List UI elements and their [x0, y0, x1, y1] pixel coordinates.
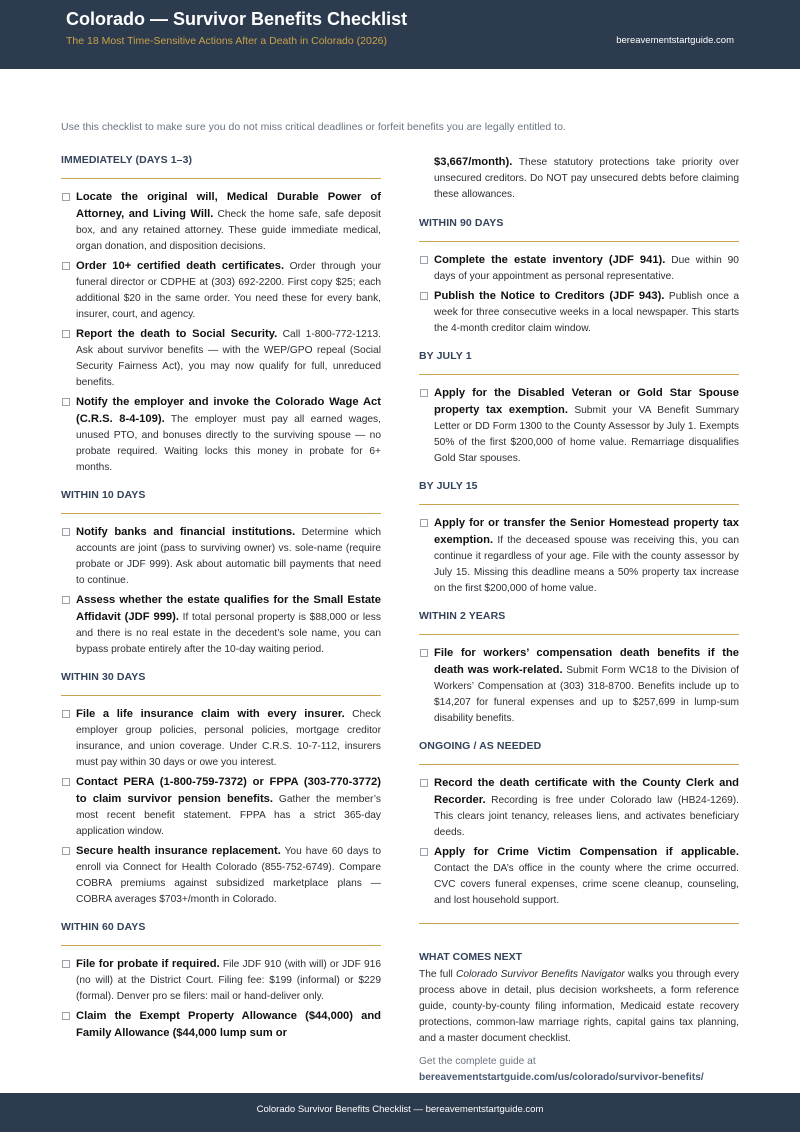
section-heading: BY JULY 1 [419, 350, 739, 375]
section-within-30-days [61, 671, 381, 908]
checklist-item [61, 326, 381, 391]
checklist-item-text: If the deceased spouse was receiving this, you can continue it regardless of your age. File with the county assessor by July 15. Missing this deadline means a 50% property tax increase on the first $200,000 of home value. [434, 535, 739, 594]
checkbox-icon[interactable] [420, 649, 428, 657]
checklist-item-text: You have 60 days to enroll via Connect for Health Colorado (855-752-6749). Compare COBRA premiums against subsidized marketplace plans — COBRA averages $703+/month in Colorado. [76, 846, 381, 905]
checklist-item-text: Gather the member’s most recent benefit statement. FPPA has a strict 365-day application window. [76, 794, 381, 837]
get-guide-label: Get the complete guide at [419, 1056, 536, 1067]
page-title: Colorado — Survivor Benefits Checklist [66, 9, 408, 29]
next-body-suffix: walks you through every process above in detail, plus decision worksheets, a form reference guide, county-by-county filing information, Medicaid estate recovery protections, common-law marriage rights, capital gains tax planning, and a master document checklist. [419, 969, 740, 1044]
checklist-item-title: Locate the original will, Medical Durable Power of Attorney, and Living Will. [76, 191, 381, 220]
checkbox-icon[interactable] [420, 256, 428, 264]
checklist-item-text: Contact the DA’s office in the county where the crime occurred. CVC covers funeral expenses, crime scene cleanup, counseling, and lost household support. [434, 863, 739, 906]
checkbox-icon[interactable] [62, 528, 70, 536]
checklist-item-title: Record the death certificate with the County Clerk and Recorder. [434, 777, 739, 806]
left-column [61, 154, 381, 1055]
section-heading: WITHIN 10 DAYS [61, 489, 381, 514]
checkbox-icon[interactable] [62, 596, 70, 604]
checklist-item-title: Contact PERA (1-800-759-7372) or FPPA (303-770-3772) to claim survivor pension benefits. [76, 776, 381, 805]
next-body-prefix: The full [419, 969, 457, 980]
section-within-90-days [419, 217, 739, 337]
section-heading: WITHIN 2 YEARS [419, 610, 739, 635]
checkbox-icon[interactable] [62, 398, 70, 406]
checkbox-icon[interactable] [62, 262, 70, 270]
checklist-item [419, 775, 739, 841]
checklist-item-title: Apply for or transfer the Senior Homestead property tax exemption. [434, 517, 739, 546]
checklist-item-title: Report the death to Social Security. [76, 328, 278, 340]
checkbox-icon[interactable] [62, 193, 70, 201]
checklist-item [419, 252, 739, 285]
checklist-item [61, 843, 381, 908]
checklist-item-text: Submit your VA Benefit Summary Letter or DD Form 1300 to the County Assessor by July 1. Exempts 50% of the first $200,000 of home value. Remarriage disqualifies Gold Star spouses. [434, 405, 739, 464]
checklist-item-title: Apply for the Disabled Veteran or Gold Star Spouse property tax exemption. [434, 387, 739, 416]
continued-item-title: $3,667/month). [434, 156, 513, 168]
checklist-item [61, 524, 381, 589]
section-within-60-days [61, 921, 381, 1042]
checklist-item [61, 774, 381, 840]
continued-item [419, 154, 739, 203]
checklist-item [419, 385, 739, 467]
section-ongoing [419, 740, 739, 909]
checklist-item-text: Recording is free under Colorado law (HB24-1269). This clears joint tenancy, releases liens, and activates beneficiary deeds. [434, 795, 739, 838]
page-footer: Colorado Survivor Benefits Checklist — bereavementstartguide.com [0, 1093, 800, 1132]
checklist-item [61, 189, 381, 255]
checklist-item-title: Claim the Exempt Property Allowance ($44,000) and Family Allowance ($44,000 lump sum or [76, 1010, 381, 1039]
header-site-link[interactable]: bereavementstartguide.com [616, 35, 734, 46]
checklist-item-text: Submit Form WC18 to the Division of Workers’ Compensation at (303) 318-8700. Benefits include up to $14,207 for funeral expenses and up to $257,699 in lump-sum disability benefits. [434, 665, 739, 724]
next-heading: WHAT COMES NEXT [419, 951, 523, 963]
right-column [419, 154, 739, 1086]
section-heading: ONGOING / AS NEEDED [419, 740, 739, 765]
checkbox-icon[interactable] [62, 960, 70, 968]
checkbox-icon[interactable] [420, 292, 428, 300]
checklist-item-title: Complete the estate inventory (JDF 941). [434, 254, 666, 266]
continued-item-text: These statutory protections take priority over unsecured creditors. Do NOT pay unsecured debts before claiming these allowances. [434, 157, 739, 200]
section-heading: WITHIN 30 DAYS [61, 671, 381, 696]
checklist-item-text: Check employer group policies, personal policies, mortgage creditor insurance, and union coverage. Under C.R.S. 10-7-112, insurers must pay within 30 days or owe you interest. [76, 709, 381, 768]
section-immediately [61, 154, 381, 476]
checklist-item [61, 394, 381, 476]
section-by-july-15 [419, 480, 739, 597]
section-within-10-days [61, 489, 381, 658]
checklist-item [419, 645, 739, 727]
section-within-2-years [419, 610, 739, 727]
checklist-item-text: File JDF 910 (with will) or JDF 916 (no will) at the District Court. Filing fee: $199 (informal) or $229 (formal). Denver pro se filers: mail or hand-deliver only. [76, 959, 381, 1002]
checklist-item-title: Apply for Crime Victim Compensation if applicable. [434, 846, 739, 858]
checklist-item-text: Order through your funeral director or CDPHE at (303) 692-2200. First copy $25; each additional $20 in the same order. You need these for every bank, insurer, court, and agency. [76, 261, 381, 320]
intro-text: Use this checklist to make sure you do not miss critical deadlines or forfeit benefits you are legally entitled to. [61, 121, 566, 133]
checklist-item-text: Due within 90 days of your appointment as personal representative. [434, 255, 739, 282]
checklist-item-text: Publish once a week for three consecutive weeks in a local newspaper. This starts the 4-month creditor claim window. [434, 291, 739, 334]
section-by-july-1 [419, 350, 739, 467]
page-header [0, 0, 800, 69]
checklist-item-title: File for probate if required. [76, 958, 220, 970]
checklist-item [61, 706, 381, 771]
checklist-item [419, 844, 739, 909]
page-subtitle: The 18 Most Time-Sensitive Actions After a Death in Colorado (2026) [66, 35, 387, 47]
section-heading: BY JULY 15 [419, 480, 739, 505]
next-body [419, 967, 739, 1047]
section-heading: WITHIN 60 DAYS [61, 921, 381, 946]
checklist-item-title: File for workers’ compensation death benefits if the death was work-related. [434, 647, 739, 676]
checkbox-icon[interactable] [62, 330, 70, 338]
checklist-item [61, 956, 381, 1005]
checklist-item [61, 1008, 381, 1042]
checkbox-icon[interactable] [420, 848, 428, 856]
checkbox-icon[interactable] [420, 519, 428, 527]
checklist-item [61, 258, 381, 323]
checkbox-icon[interactable] [62, 1012, 70, 1020]
checkbox-icon[interactable] [62, 710, 70, 718]
section-heading: IMMEDIATELY (DAYS 1–3) [61, 154, 381, 179]
checkbox-icon[interactable] [62, 847, 70, 855]
checklist-item-text: Determine which accounts are joint (pass to surviving owner) vs. sole-name (require probate or JDF 999). Ask about automatic bill payments that need to continue. [76, 527, 381, 586]
checkbox-icon[interactable] [420, 389, 428, 397]
checklist-item-title: Notify the employer and invoke the Colorado Wage Act (C.R.S. 8-4-109). [76, 396, 381, 425]
checklist-item-title: Publish the Notice to Creditors (JDF 943). [434, 290, 665, 302]
section-heading: WITHIN 90 DAYS [419, 217, 739, 242]
checkbox-icon[interactable] [62, 778, 70, 786]
checklist-item-title: Notify banks and financial institutions. [76, 526, 296, 538]
checklist-item-title: Assess whether the estate qualifies for the Small Estate Affidavit (JDF 999). [76, 594, 381, 623]
checklist-item [419, 288, 739, 337]
checklist-item [61, 592, 381, 658]
checklist-item-title: Order 10+ certified death certificates. [76, 260, 285, 272]
checklist-item-text: Call 1-800-772-1213. Ask about survivor benefits — with the WEP/GPO repeal (Social Security Fairness Act), you may now qualify for full, unreduced benefits. [76, 329, 381, 388]
checklist-item-text: If total personal property is $88,000 or less and there is no real estate in the decedent’s sole name, you can bypass probate entirely after the 10-day waiting period. [76, 612, 381, 655]
divider [419, 923, 739, 924]
checkbox-icon[interactable] [420, 779, 428, 787]
checklist-item-text: The employer must pay all earned wages, unused PTO, and bonuses directly to the surviving spouse — no probate required. Waiting locks this money in probate for 6+ months. [76, 414, 381, 473]
checklist-item-title: File a life insurance claim with every insurer. [76, 708, 345, 720]
checklist-item-title: Secure health insurance replacement. [76, 845, 281, 857]
checklist-item [419, 515, 739, 597]
checklist-item-text: Check the home safe, safe deposit box, and any retained attorney. These guide immediate medical, organ donation, and disposition decisions. [76, 209, 381, 252]
guide-name: Colorado Survivor Benefits Navigator [456, 969, 625, 980]
guide-link[interactable]: bereavementstartguide.com/us/colorado/survivor-benefits/ [419, 1072, 704, 1083]
